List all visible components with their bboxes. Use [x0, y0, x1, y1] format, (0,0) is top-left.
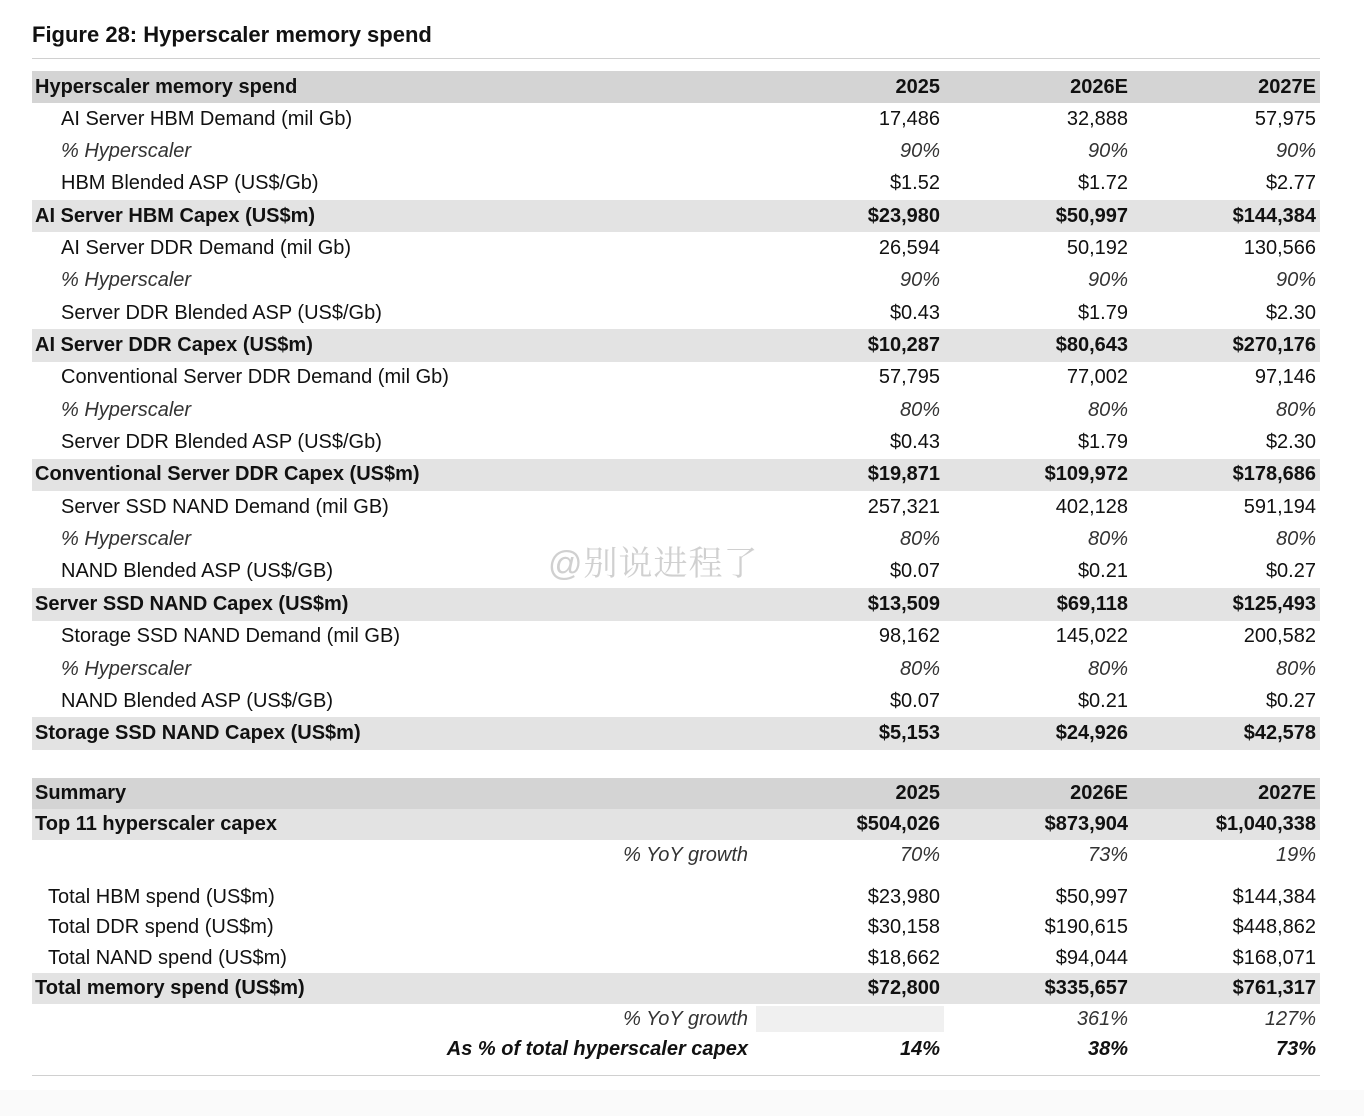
table-row [32, 621, 1320, 653]
capex-subtotal-row [32, 717, 1320, 750]
value-2027e: 90% [1275, 139, 1316, 162]
figure-title: Figure 28: Hyperscaler memory spend [32, 22, 432, 47]
row-label: AI Server DDR Demand (mil Gb) [61, 237, 352, 260]
table-row [32, 394, 1320, 426]
capex-share-2026e: 38% [1087, 1037, 1128, 1060]
value-2026e: $50,997 [1055, 204, 1128, 227]
value-2026e: $69,118 [1056, 592, 1128, 615]
value-2027e: $178,686 [1232, 463, 1316, 486]
value-2026e: $109,972 [1044, 463, 1128, 486]
value-2026e: 80% [1087, 528, 1128, 551]
ddr-spend-2025: $30,158 [867, 916, 940, 938]
table-row [32, 426, 1320, 458]
ddr-spend-row [32, 912, 1320, 943]
value-2026e: 145,022 [1055, 625, 1128, 648]
value-2027e: 200,582 [1243, 625, 1316, 648]
value-2025: $0.07 [889, 689, 940, 712]
ddr-spend-2026e: $190,615 [1044, 916, 1128, 938]
row-label: % Hyperscaler [61, 139, 192, 162]
capex-growth-2027e: 19% [1275, 843, 1316, 866]
row-label: Server SSD NAND Capex (US$m) [35, 592, 349, 615]
value-2026e: 50,192 [1066, 237, 1128, 260]
memory-spend-table [32, 71, 1320, 750]
table-row [32, 135, 1320, 167]
total-growth-2027e: 127% [1264, 1007, 1316, 1030]
summary-table [32, 778, 1320, 1064]
bottom-divider [32, 1075, 1320, 1076]
row-label: AI Server DDR Capex (US$m) [35, 334, 313, 357]
capex-2025: $504,026 [856, 813, 940, 835]
capex-2026e: $873,904 [1044, 813, 1128, 835]
empty-cell [756, 1006, 944, 1032]
capex-growth-row [32, 840, 1320, 870]
value-2025: $19,871 [867, 463, 940, 486]
value-2026e: 32,888 [1066, 107, 1128, 130]
row-label: % Hyperscaler [61, 269, 192, 292]
total-memory-row [32, 973, 1320, 1004]
header-2025: 2025 [895, 75, 940, 98]
total-memory-2026e: $335,657 [1044, 977, 1128, 999]
value-2025: $5,153 [878, 722, 940, 745]
capex-share-row [32, 1034, 1320, 1064]
capex-subtotal-row [32, 329, 1320, 362]
value-2025: $13,509 [867, 592, 940, 615]
summary-header [32, 778, 1320, 809]
table-row [32, 103, 1320, 135]
value-2025: 90% [899, 269, 940, 292]
capex-subtotal-row [32, 588, 1320, 621]
value-2026e: 80% [1087, 398, 1128, 421]
value-2027e: 80% [1275, 528, 1316, 551]
value-2026e: $0.21 [1077, 560, 1128, 583]
total-memory-2025: $72,800 [867, 977, 940, 999]
value-2026e: $0.21 [1077, 689, 1128, 712]
table-row [32, 362, 1320, 394]
row-label: Server DDR Blended ASP (US$/Gb) [61, 301, 382, 324]
row-label: AI Server HBM Capex (US$m) [35, 204, 316, 227]
capex-growth-label: % YoY growth [623, 843, 748, 866]
summary-header-2027e: 2027E [1258, 782, 1316, 804]
capex-share-2027e: 73% [1275, 1037, 1316, 1060]
value-2027e: $2.77 [1265, 172, 1316, 195]
title-divider [32, 58, 1320, 59]
row-label: % Hyperscaler [61, 398, 192, 421]
value-2025: 257,321 [867, 495, 940, 518]
nand-spend-2026e: $94,044 [1055, 946, 1128, 969]
table-row [32, 265, 1320, 297]
table-row [32, 653, 1320, 685]
value-2027e: $144,384 [1232, 204, 1316, 227]
nand-spend-label: Total NAND spend (US$m) [48, 946, 287, 969]
value-2027e: $42,578 [1243, 722, 1316, 745]
row-label: % Hyperscaler [61, 657, 192, 680]
summary-header-2025: 2025 [895, 782, 940, 804]
value-2026e: 80% [1087, 657, 1128, 680]
value-2027e: 57,975 [1254, 107, 1316, 130]
value-2025: 80% [899, 398, 940, 421]
value-2026e: 90% [1087, 139, 1128, 162]
value-2027e: 591,194 [1243, 495, 1316, 518]
header-2027e: 2027E [1258, 75, 1316, 98]
value-2027e: $2.30 [1265, 431, 1316, 454]
value-2027e: 130,566 [1243, 237, 1316, 260]
watermark: @别说进程了 [548, 545, 759, 583]
table-row [32, 232, 1320, 264]
row-label: Server SSD NAND Demand (mil GB) [61, 495, 389, 518]
row-label: AI Server HBM Demand (mil Gb) [61, 107, 353, 130]
capex-growth-2025: 70% [899, 843, 940, 866]
value-2027e: $0.27 [1265, 560, 1316, 583]
footer-band [0, 1090, 1364, 1116]
value-2026e: $1.72 [1077, 172, 1128, 195]
capex-subtotal-row [32, 459, 1320, 492]
total-growth-label: % YoY growth [623, 1007, 748, 1030]
value-2025: 90% [899, 139, 940, 162]
value-2025: 26,594 [878, 237, 940, 260]
hbm-spend-2027e: $144,384 [1232, 885, 1316, 908]
value-2025: $10,287 [867, 334, 940, 357]
row-label: NAND Blended ASP (US$/GB) [61, 560, 333, 583]
hbm-spend-2026e: $50,997 [1055, 885, 1128, 908]
total-growth-2026e: 361% [1076, 1007, 1128, 1030]
ddr-spend-2027e: $448,862 [1232, 916, 1316, 938]
value-2025: 98,162 [878, 625, 940, 648]
capex-growth-2026e: 73% [1087, 843, 1128, 866]
row-label: Conventional Server DDR Capex (US$m) [35, 463, 420, 486]
value-2027e: 80% [1275, 398, 1316, 421]
value-2027e: 97,146 [1254, 366, 1316, 389]
memory-table-header [32, 71, 1320, 103]
row-label: HBM Blended ASP (US$/Gb) [61, 172, 319, 195]
capex-share-label: As % of total hyperscaler capex [446, 1037, 748, 1060]
total-memory-label: Total memory spend (US$m) [35, 977, 305, 999]
value-2026e: $24,926 [1055, 722, 1128, 745]
value-2026e: $1.79 [1077, 301, 1128, 324]
row-label: Storage SSD NAND Capex (US$m) [35, 722, 361, 745]
value-2025: $23,980 [867, 204, 940, 227]
value-2025: $0.43 [889, 431, 940, 454]
value-2026e: 77,002 [1066, 366, 1128, 389]
header-2026e: 2026E [1070, 75, 1128, 98]
value-2025: $0.07 [889, 560, 940, 583]
row-label: Server DDR Blended ASP (US$/Gb) [61, 431, 382, 454]
header-label: Hyperscaler memory spend [35, 75, 298, 98]
value-2026e: $1.79 [1077, 431, 1128, 454]
value-2025: $0.43 [889, 301, 940, 324]
hbm-spend-row [32, 882, 1320, 912]
summary-header-label: Summary [35, 782, 127, 804]
value-2026e: $80,643 [1055, 334, 1128, 357]
value-2027e: 90% [1275, 269, 1316, 292]
value-2027e: $270,176 [1232, 334, 1316, 357]
value-2027e: 80% [1275, 657, 1316, 680]
capex-share-2025: 14% [899, 1037, 940, 1060]
value-2027e: $125,493 [1232, 592, 1316, 615]
value-2025: 80% [899, 528, 940, 551]
nand-spend-row [32, 943, 1320, 973]
capex-label: Top 11 hyperscaler capex [35, 813, 277, 835]
capex-2027e: $1,040,338 [1215, 813, 1316, 835]
hbm-spend-2025: $23,980 [867, 885, 940, 908]
value-2027e: $2.30 [1265, 301, 1316, 324]
table-row [32, 168, 1320, 200]
total-growth-row [32, 1004, 1320, 1034]
row-label: % Hyperscaler [61, 528, 192, 551]
capex-row [32, 809, 1320, 840]
total-memory-2027e: $761,317 [1232, 977, 1316, 999]
hbm-spend-label: Total HBM spend (US$m) [48, 885, 275, 908]
value-2025: $1.52 [889, 172, 940, 195]
value-2025: 57,795 [878, 366, 940, 389]
row-label: Storage SSD NAND Demand (mil GB) [61, 625, 400, 648]
value-2025: 80% [899, 657, 940, 680]
value-2026e: 90% [1087, 269, 1128, 292]
nand-spend-2027e: $168,071 [1232, 946, 1316, 969]
row-label: Conventional Server DDR Demand (mil Gb) [61, 366, 449, 389]
summary-header-2026e: 2026E [1070, 782, 1128, 804]
ddr-spend-label: Total DDR spend (US$m) [48, 916, 274, 938]
value-2026e: 402,128 [1055, 495, 1128, 518]
nand-spend-2025: $18,662 [867, 946, 940, 969]
table-row [32, 297, 1320, 329]
table-row [32, 685, 1320, 717]
value-2025: 17,486 [878, 107, 940, 130]
value-2027e: $0.27 [1265, 689, 1316, 712]
table-row [32, 491, 1320, 523]
capex-subtotal-row [32, 200, 1320, 233]
row-label: NAND Blended ASP (US$/GB) [61, 689, 333, 712]
